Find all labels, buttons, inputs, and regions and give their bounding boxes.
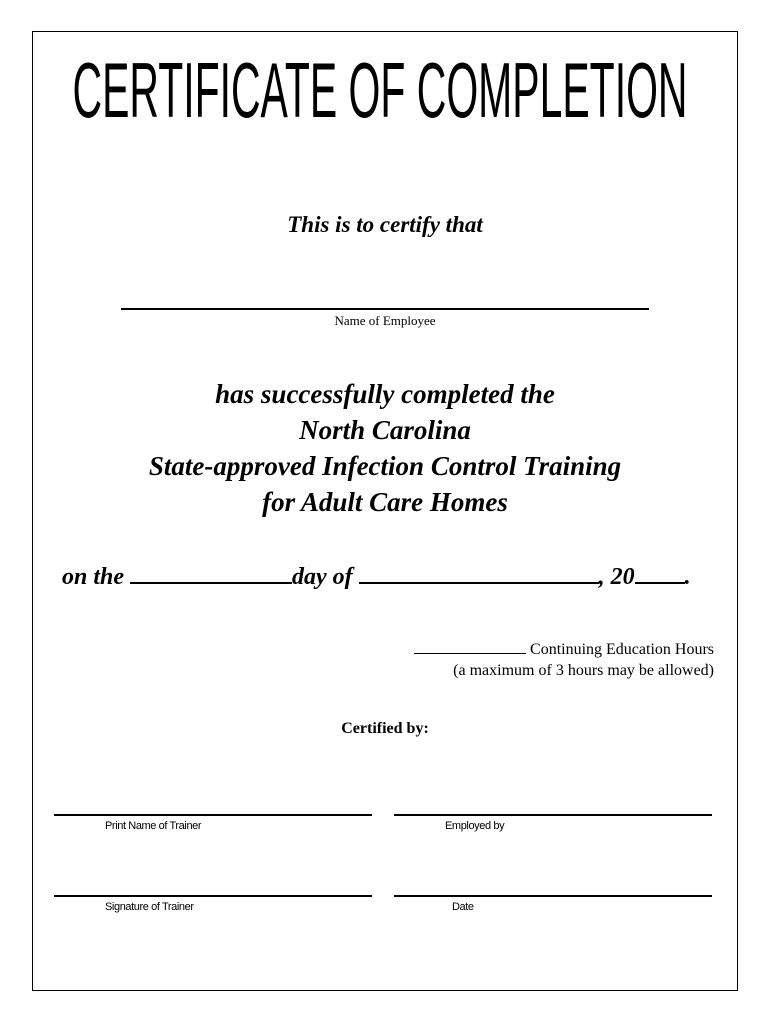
trainer-signature-caption: Signature of Trainer: [105, 901, 194, 913]
employed-by-caption: Employed by: [445, 820, 505, 832]
certified-by-label: Certified by:: [341, 720, 429, 737]
date-prefix: on the: [62, 564, 125, 590]
trainer-name-line[interactable]: [54, 814, 372, 816]
statement-line: State-approved Infection Control Training: [148, 451, 622, 481]
employee-name-line[interactable]: [121, 308, 649, 310]
certify-intro: This is to certify that: [287, 212, 483, 237]
day-blank[interactable]: [130, 560, 292, 584]
statement-line: North Carolina: [299, 415, 471, 445]
ceu-hours-blank[interactable]: [414, 638, 526, 654]
certificate-title: [60, 55, 700, 155]
date-signed-caption: Date: [452, 901, 474, 913]
ceu-label: Continuing Education Hours: [530, 641, 714, 658]
completion-statement: [0, 376, 770, 520]
statement-line: has successfully completed the: [215, 379, 555, 409]
date-year-prefix: , 20: [598, 564, 635, 590]
ceu-note: (a maximum of 3 hours may be allowed): [453, 662, 714, 679]
employee-name-caption: Name of Employee: [334, 313, 436, 328]
ceu-block: [414, 638, 714, 681]
date-end: .: [684, 564, 691, 590]
statement-line: for Adult Care Homes: [262, 487, 508, 517]
month-blank[interactable]: [359, 560, 599, 584]
completion-date-line: [62, 560, 691, 591]
year-blank[interactable]: [635, 560, 685, 584]
date-day-of: day of: [292, 564, 353, 590]
trainer-name-caption: Print Name of Trainer: [105, 820, 202, 832]
trainer-signature-line[interactable]: [54, 895, 372, 897]
date-signed-line[interactable]: [394, 895, 712, 897]
certificate-title-text: CERTIFICATE OF COMPLETION: [72, 55, 688, 135]
employed-by-line[interactable]: [394, 814, 712, 816]
